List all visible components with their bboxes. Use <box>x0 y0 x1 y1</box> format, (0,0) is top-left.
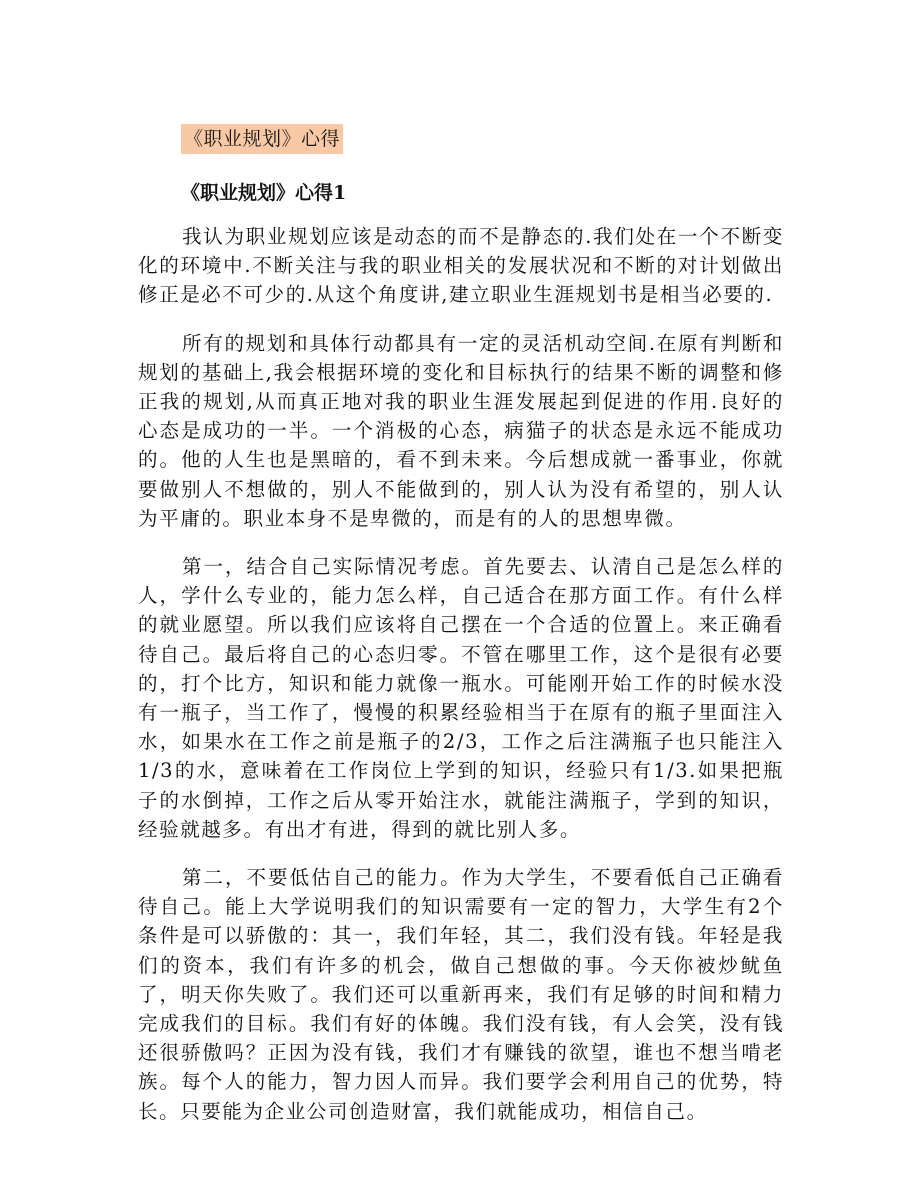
paragraph-4: 第二，不要低估自己的能力。作为大学生，不要看低自己正确看待自己。能上大学说明我们的知识需要有一定的智力，大学生有2个条件是可以骄傲的：其一，我们年轻，其二，我们没有钱。年轻是我们的资本，我们有许多的机会，做自己想做的事。今天你被炒鱿鱼了，明天你失败了。我们还可以重新再来，我们有足够的时间和精力完成我们的目标。我们有好的体魄。我们没有钱，有人会笑，没有钱还很骄傲吗？正因为没有钱，我们才有赚钱的欲望，谁也不想当啃老族。每个人的能力，智力因人而异。我们要学会利用自己的优势，特长。只要能为企业公司创造财富，我们就能成功，相信自己。 <box>138 866 784 1123</box>
paragraph-3: 第一，结合自己实际情况考虑。首先要去、认清自己是怎么样的人，学什么专业的，能力怎么样，自己适合在那方面工作。有什么样的就业愿望。所以我们应该将自己摆在一个合适的位置上。来正确看待自己。最后将自己的心态归零。不管在哪里工作，这个是很有必要的，打个比方，知识和能力就像一瓶水。可能刚开始工作的时候水没有一瓶子，当工作了，慢慢的积累经验相当于在原有的瓶子里面注入水，如果水在工作之前是瓶子的2/3，工作之后注满瓶子也只能注入1/3的水，意味着在工作岗位上学到的知识，经验只有1/3.如果把瓶子的水倒掉，工作之后从零开始注水，就能注满瓶子，学到的知识，经验就越多。有出才有进，得到的就比别人多。 <box>138 555 784 841</box>
paragraph-2: 所有的规划和具体行动都具有一定的灵活机动空间.在原有判断和规划的基础上,我会根据环境的变化和目标执行的结果不断的调整和修正我的规划,从而真正地对我的职业生涯发展起到促进的作用.良好的心态是成功的一半。一个消极的心态，病猫子的状态是永远不能成功的。他的人生也是黑暗的，看不到未来。今后想成就一番事业，你就要做别人不想做的，别人不能做到的，别人认为没有希望的，别人认为平庸的。职业本身不是卑微的，而是有的人的思想卑微。 <box>138 331 784 530</box>
section-heading: 《职业规划》心得1 <box>181 182 347 204</box>
document-body <box>138 222 784 1145</box>
document-title: 《职业规划》心得 <box>181 124 343 154</box>
paragraph-1: 我认为职业规划应该是动态的而不是静态的.我们处在一个不断变化的环境中.不断关注与我的职业相关的发展状况和不断的对计划做出修正是必不可少的.从这个角度讲,建立职业生涯规划书是相当必要的. <box>138 225 784 307</box>
